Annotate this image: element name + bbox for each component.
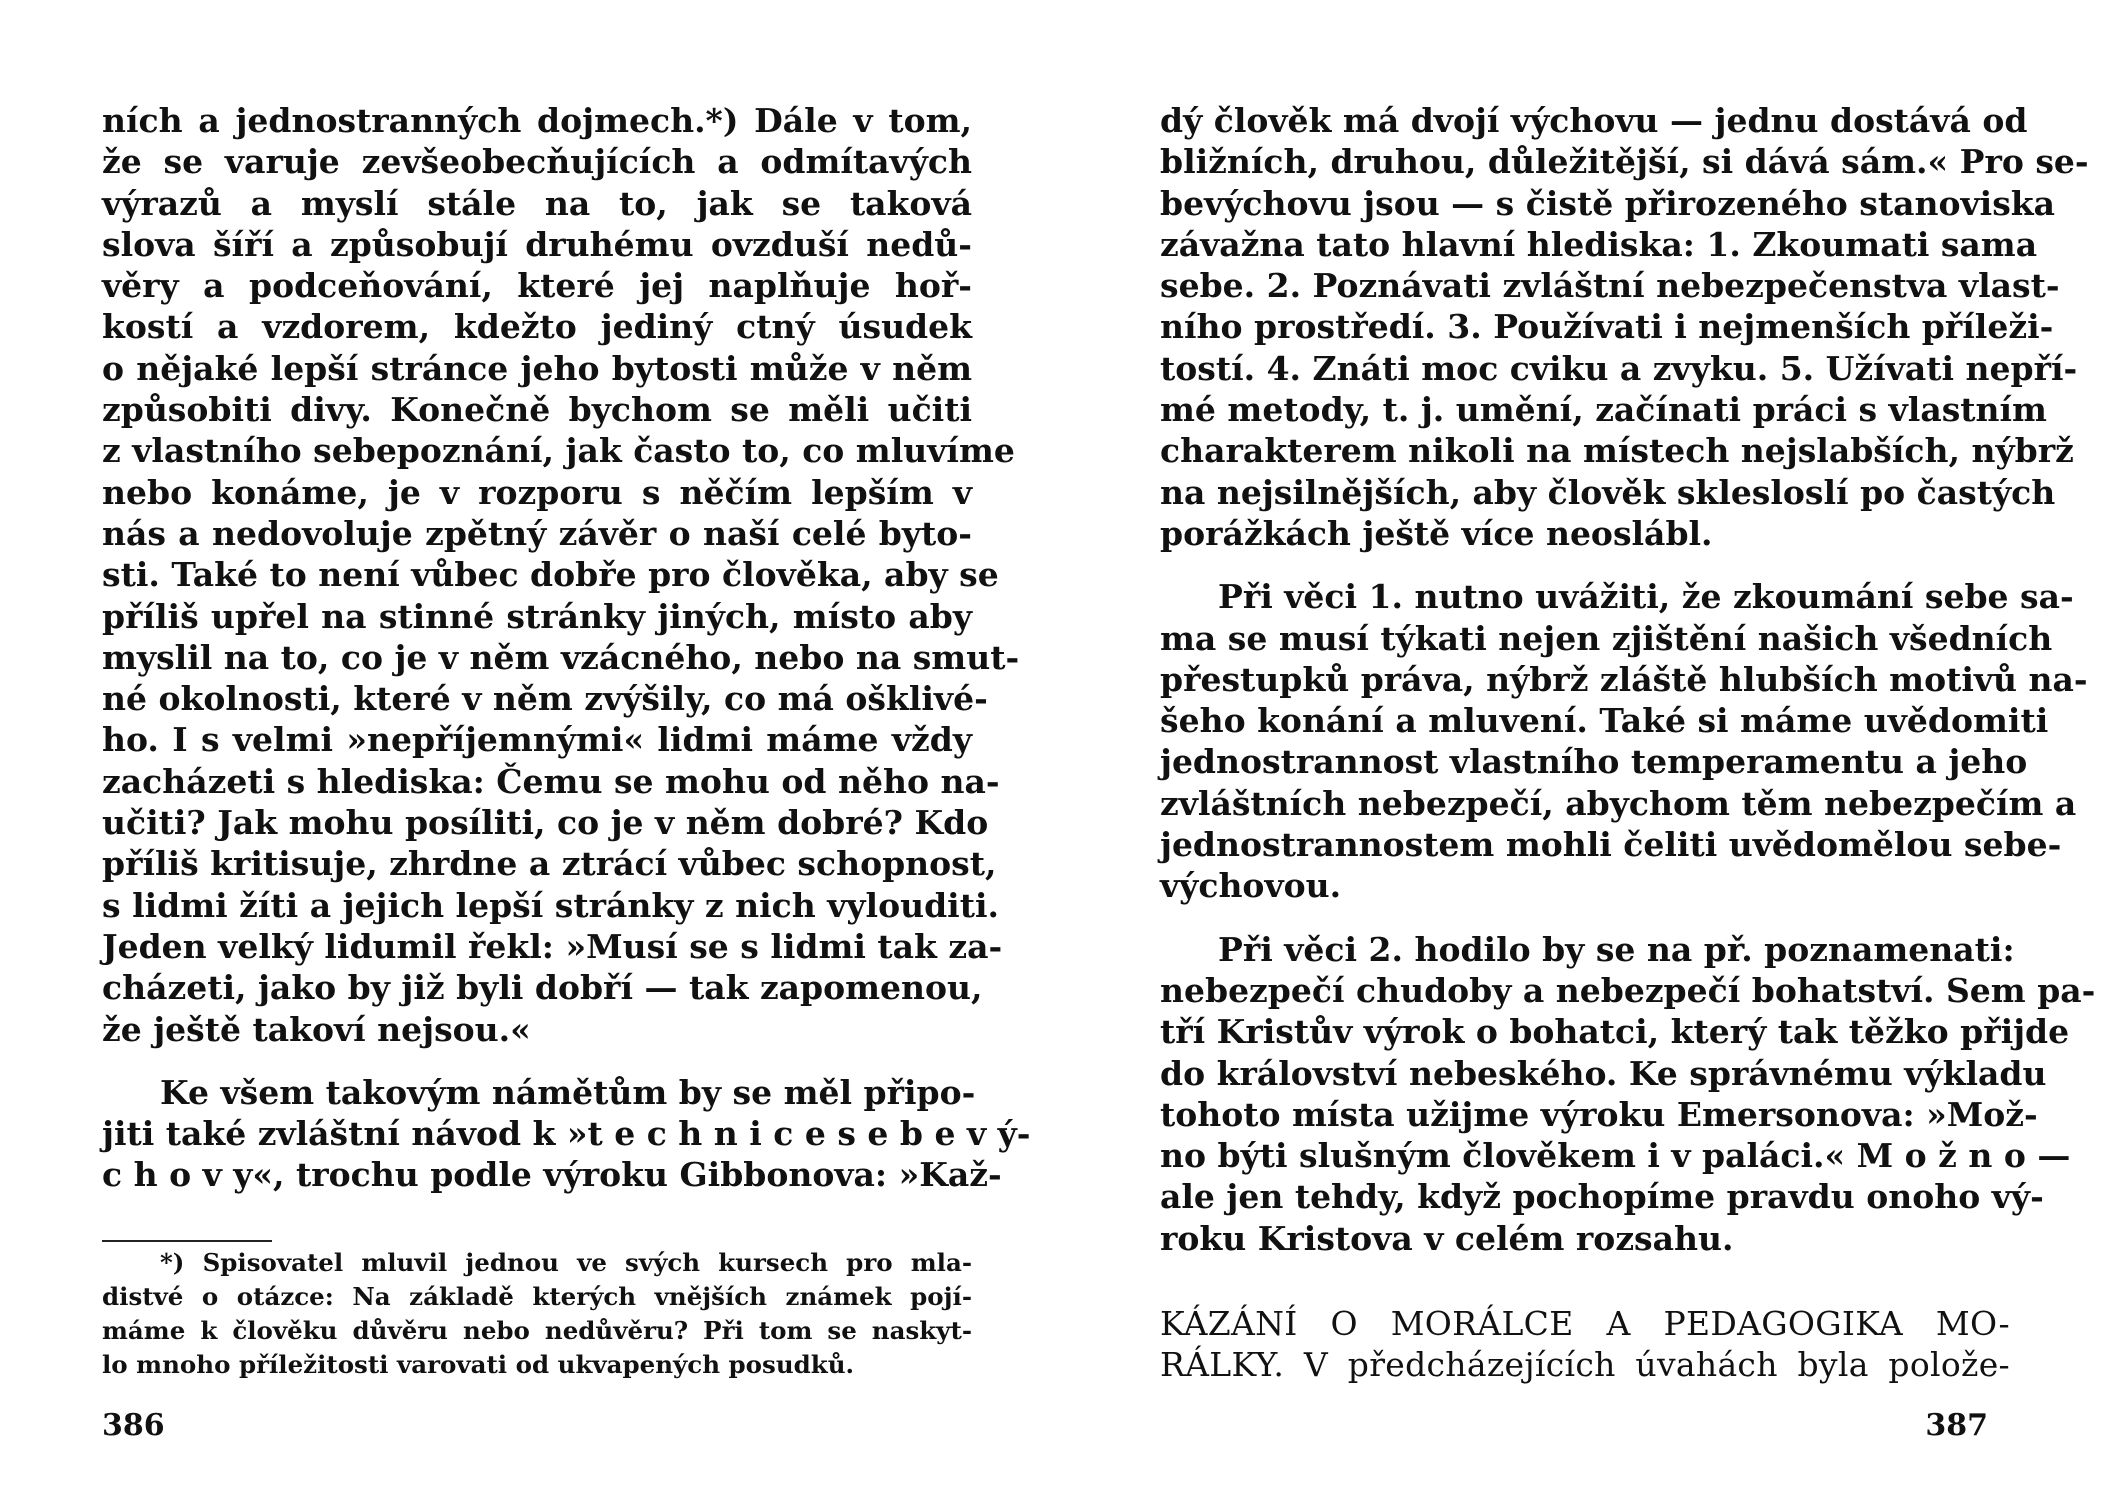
- footnote-rule: [102, 1240, 272, 1242]
- text-line: šeho konání a mluvení. Také si máme uvědomiti: [1160, 701, 2049, 741]
- text-line: c h o v y«, trochu podle výroku Gibbonova: »Kaž-: [102, 1155, 1002, 1195]
- right-body-text: [1160, 100, 2096, 1386]
- text-line: bližních, druhou, důležitější, si dává sám.« Pro se-: [1160, 142, 2089, 182]
- footnote-line: máme k člověku důvěru nebo nedůvěru? Při tom se naskyt-: [102, 1316, 972, 1345]
- text-line: tostí. 4. Znáti moc cviku a zvyku. 5. Užívati nepří-: [1160, 348, 2078, 388]
- text-line: cházeti, jako by již byli dobří — tak zapomenou,: [102, 968, 983, 1008]
- text-line: výrazů a myslí stále na to, jak se taková: [102, 183, 972, 223]
- text-line: věry a podceňování, které jej naplňuje hoř-: [102, 266, 972, 306]
- text-line: dý člověk má dvojí výchovu — jednu dostává od: [1160, 101, 2028, 140]
- footnote-line: *) Spisovatel mluvil jednou ve svých kursech pro mla-: [160, 1248, 972, 1277]
- paragraph-gap: [102, 1050, 972, 1072]
- text-line: tří Kristův výrok o bohatci, který tak těžko přijde: [1160, 1012, 2070, 1052]
- left-page: [102, 0, 1031, 1500]
- text-line: ního prostředí. 3. Používati i nejmenších příleži-: [1160, 307, 2054, 347]
- text-line: bevýchovu jsou — s čistě přirozeného stanoviska: [1160, 183, 2056, 223]
- right-page: [1160, 0, 2096, 1500]
- text-line: kostí a vzdorem, kdežto jediný ctný úsudek: [102, 307, 972, 347]
- text-line: roku Kristova v celém rozsahu.: [1160, 1218, 1734, 1258]
- section-heading-line: RÁLKY. V předcházejících úvahách byla polože-: [1160, 1345, 2010, 1385]
- text-line: sti. Také to není vůbec dobře pro člověka, aby se: [102, 555, 999, 595]
- text-line: ale jen tehdy, když pochopíme pravdu onoho vý-: [1160, 1177, 2044, 1217]
- paragraph-gap: [1160, 907, 2010, 929]
- text-line: Při věci 2. hodilo by se na př. poznamenati:: [1218, 929, 2015, 969]
- text-line: z vlastního sebepoznání, jak často to, co mluvíme: [102, 431, 1015, 471]
- text-line: mé metody, t. j. umění, začínati práci s vlastním: [1160, 390, 2047, 430]
- text-line: že ještě takoví nejsou.«: [102, 1009, 531, 1049]
- text-line: o nějaké lepší stránce jeho bytosti může v něm: [102, 348, 972, 388]
- paragraph-gap: [1160, 554, 2010, 576]
- text-line: Jeden velký lidumil řekl: »Musí se s lidmi tak za-: [102, 926, 1003, 966]
- text-line: učiti? Jak mohu posíliti, co je v něm dobré? Kdo: [102, 803, 989, 843]
- text-line: Při věci 1. nutno uvážiti, že zkoumání sebe sa-: [1218, 577, 2074, 617]
- text-line: přestupků práva, nýbrž zláště hlubších motivů na-: [1160, 659, 2088, 699]
- section-heading-line: KÁZÁNÍ O MORÁLCE A PEDAGOGIKA MO-: [1160, 1304, 2010, 1344]
- text-line: Ke všem takovým námětům by se měl připo-: [160, 1072, 976, 1112]
- text-line: na nejsilnějších, aby člověk sklesloslí po častých: [1160, 472, 2056, 512]
- text-line: porážkách ještě více neoslábl.: [1160, 513, 1713, 553]
- footnote: [102, 1246, 972, 1382]
- text-line: charakterem nikoli na místech nejslabších, nýbrž: [1160, 431, 2074, 471]
- paragraph-gap: [1160, 1259, 2010, 1281]
- text-line: nebezpečí chudoby a nebezpečí bohatství. Sem pa-: [1160, 970, 2096, 1010]
- text-line: zvláštních nebezpečí, abychom těm nebezpečím a: [1160, 783, 2077, 823]
- footnote-line: lo mnoho příležitosti varovati od ukvapených posudků.: [102, 1350, 855, 1379]
- text-line: jiti také zvláštní návod k »t e c h n i c e s e b e v ý-: [102, 1114, 1031, 1154]
- text-line: příliš upřel na stinné stránky jiných, místo aby: [102, 596, 972, 636]
- text-line: myslil na to, co je v něm vzácného, nebo na smut-: [102, 637, 1020, 677]
- text-line: zacházeti s hlediska: Čemu se mohu od něho na-: [102, 761, 1000, 801]
- text-line: výchovou.: [1160, 866, 1342, 906]
- text-line: do království nebeského. Ke správnému výkladu: [1160, 1053, 2047, 1093]
- text-line: s lidmi žíti a jejich lepší stránky z nich vylouditi.: [102, 885, 999, 925]
- text-line: příliš kritisuje, zhrdne a ztrácí vůbec schopnost,: [102, 844, 997, 884]
- text-line: způsobiti divy. Konečně bychom se měli učiti: [102, 390, 972, 430]
- text-line: závažna tato hlavní hlediska: 1. Zkoumati sama: [1160, 224, 2038, 264]
- text-line: slova šíří a způsobují druhému ovzduší nedů-: [102, 224, 972, 264]
- page-number-left: 386: [102, 1408, 165, 1443]
- text-line: ních a jednostranných dojmech.*) Dále v tom,: [102, 101, 972, 140]
- text-line: jednostrannostem mohli čeliti uvědomělou sebe-: [1160, 825, 2062, 865]
- left-body-text: [102, 100, 1031, 1196]
- text-line: nás a nedovoluje zpětný závěr o naší celé byto-: [102, 513, 972, 553]
- text-line: ma se musí týkati nejen zjištění našich všedních: [1160, 618, 2053, 658]
- text-line: ho. I s velmi »nepříjemnými« lidmi máme vždy: [102, 720, 972, 760]
- paragraph-gap: [1160, 1281, 2010, 1303]
- text-line: sebe. 2. Poznávati zvláštní nebezpečenstva vlast-: [1160, 266, 2060, 306]
- text-line: né okolnosti, které v něm zvýšily, co má ošklivé-: [102, 679, 988, 719]
- text-line: nebo konáme, je v rozporu s něčím lepším v: [102, 472, 972, 512]
- text-line: že se varuje zevšeobecňujících a odmítavých: [102, 142, 972, 182]
- text-line: no býti slušným člověkem i v paláci.« M o ž n o —: [1160, 1136, 2071, 1176]
- page-number-right: 387: [1925, 1408, 1988, 1443]
- footnote-line: distvé o otázce: Na základě kterých vnějších známek pojí-: [102, 1282, 972, 1311]
- text-line: tohoto místa užijme výroku Emersonova: »Mož-: [1160, 1094, 2038, 1134]
- text-line: jednostrannost vlastního temperamentu a jeho: [1160, 742, 2028, 782]
